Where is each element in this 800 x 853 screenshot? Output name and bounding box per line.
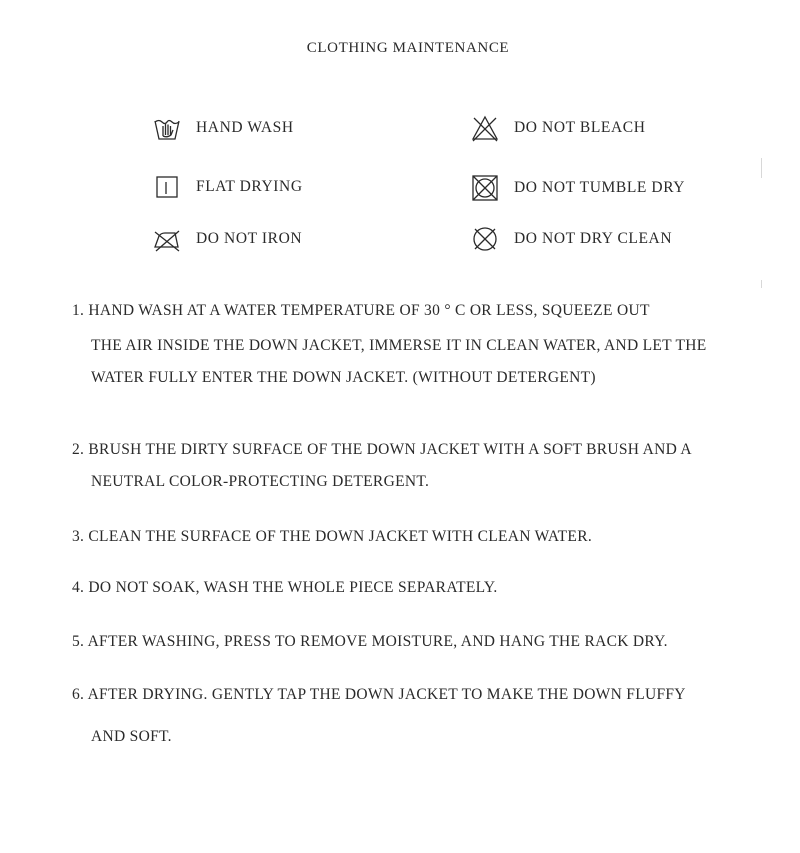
instruction-number: 4. — [72, 579, 85, 596]
instruction-number: 1. — [72, 302, 85, 319]
instruction-line: NEUTRAL COLOR-PROTECTING DETERGENT. — [91, 473, 430, 490]
edge-mark — [761, 280, 762, 288]
care-symbol-label: DO NOT DRY CLEAN — [514, 230, 673, 247]
page-title: CLOTHING MAINTENANCE — [306, 40, 510, 56]
instruction-number: 2. — [72, 441, 85, 458]
instruction-line: DO NOT SOAK, WASH THE WHOLE PIECE SEPARATELY. — [88, 579, 498, 596]
care-symbol-label: DO NOT TUMBLE DRY — [514, 179, 686, 196]
care-symbol-label: DO NOT IRON — [196, 230, 303, 247]
instruction-line: AFTER DRYING. GENTLY TAP THE DOWN JACKET TO MAKE THE DOWN FLUFFY — [87, 686, 686, 703]
care-symbol-label: DO NOT BLEACH — [514, 119, 646, 136]
care-symbol-do-not-iron — [152, 224, 302, 254]
hand-wash-icon — [152, 113, 182, 143]
edge-mark — [761, 158, 762, 178]
do-not-tumble-dry-icon — [470, 173, 500, 203]
flat-drying-icon — [152, 172, 182, 202]
instruction-number: 5. — [72, 633, 85, 650]
instruction-line: HAND WASH AT A WATER TEMPERATURE OF 30 ° C OR LESS, SQUEEZE OUT — [88, 302, 650, 319]
do-not-dry-clean-icon — [470, 224, 500, 254]
care-symbol-label: HAND WASH — [196, 119, 294, 136]
care-symbol-flat-drying — [152, 172, 303, 202]
care-symbol-do-not-dry-clean — [470, 224, 672, 254]
do-not-bleach-icon — [470, 113, 500, 143]
instruction-number: 6. — [72, 686, 85, 703]
care-symbol-hand-wash — [152, 113, 294, 143]
care-symbol-label: FLAT DRYING — [196, 178, 303, 195]
instruction-line: AFTER WASHING, PRESS TO REMOVE MOISTURE, AND HANG THE RACK DRY. — [87, 633, 668, 650]
instruction-line: BRUSH THE DIRTY SURFACE OF THE DOWN JACKET WITH A SOFT BRUSH AND A — [88, 441, 692, 458]
instruction-line: CLEAN THE SURFACE OF THE DOWN JACKET WITH CLEAN WATER. — [88, 528, 593, 545]
instruction-line: AND SOFT. — [91, 728, 172, 745]
instruction-number: 3. — [72, 528, 85, 545]
care-symbol-do-not-bleach — [470, 113, 646, 143]
do-not-iron-icon — [152, 224, 182, 254]
instruction-line: THE AIR INSIDE THE DOWN JACKET, IMMERSE IT IN CLEAN WATER, AND LET THE — [91, 337, 707, 354]
care-symbol-do-not-tumble-dry — [470, 173, 685, 203]
instruction-line: WATER FULLY ENTER THE DOWN JACKET. (WITHOUT DETERGENT) — [91, 369, 596, 386]
